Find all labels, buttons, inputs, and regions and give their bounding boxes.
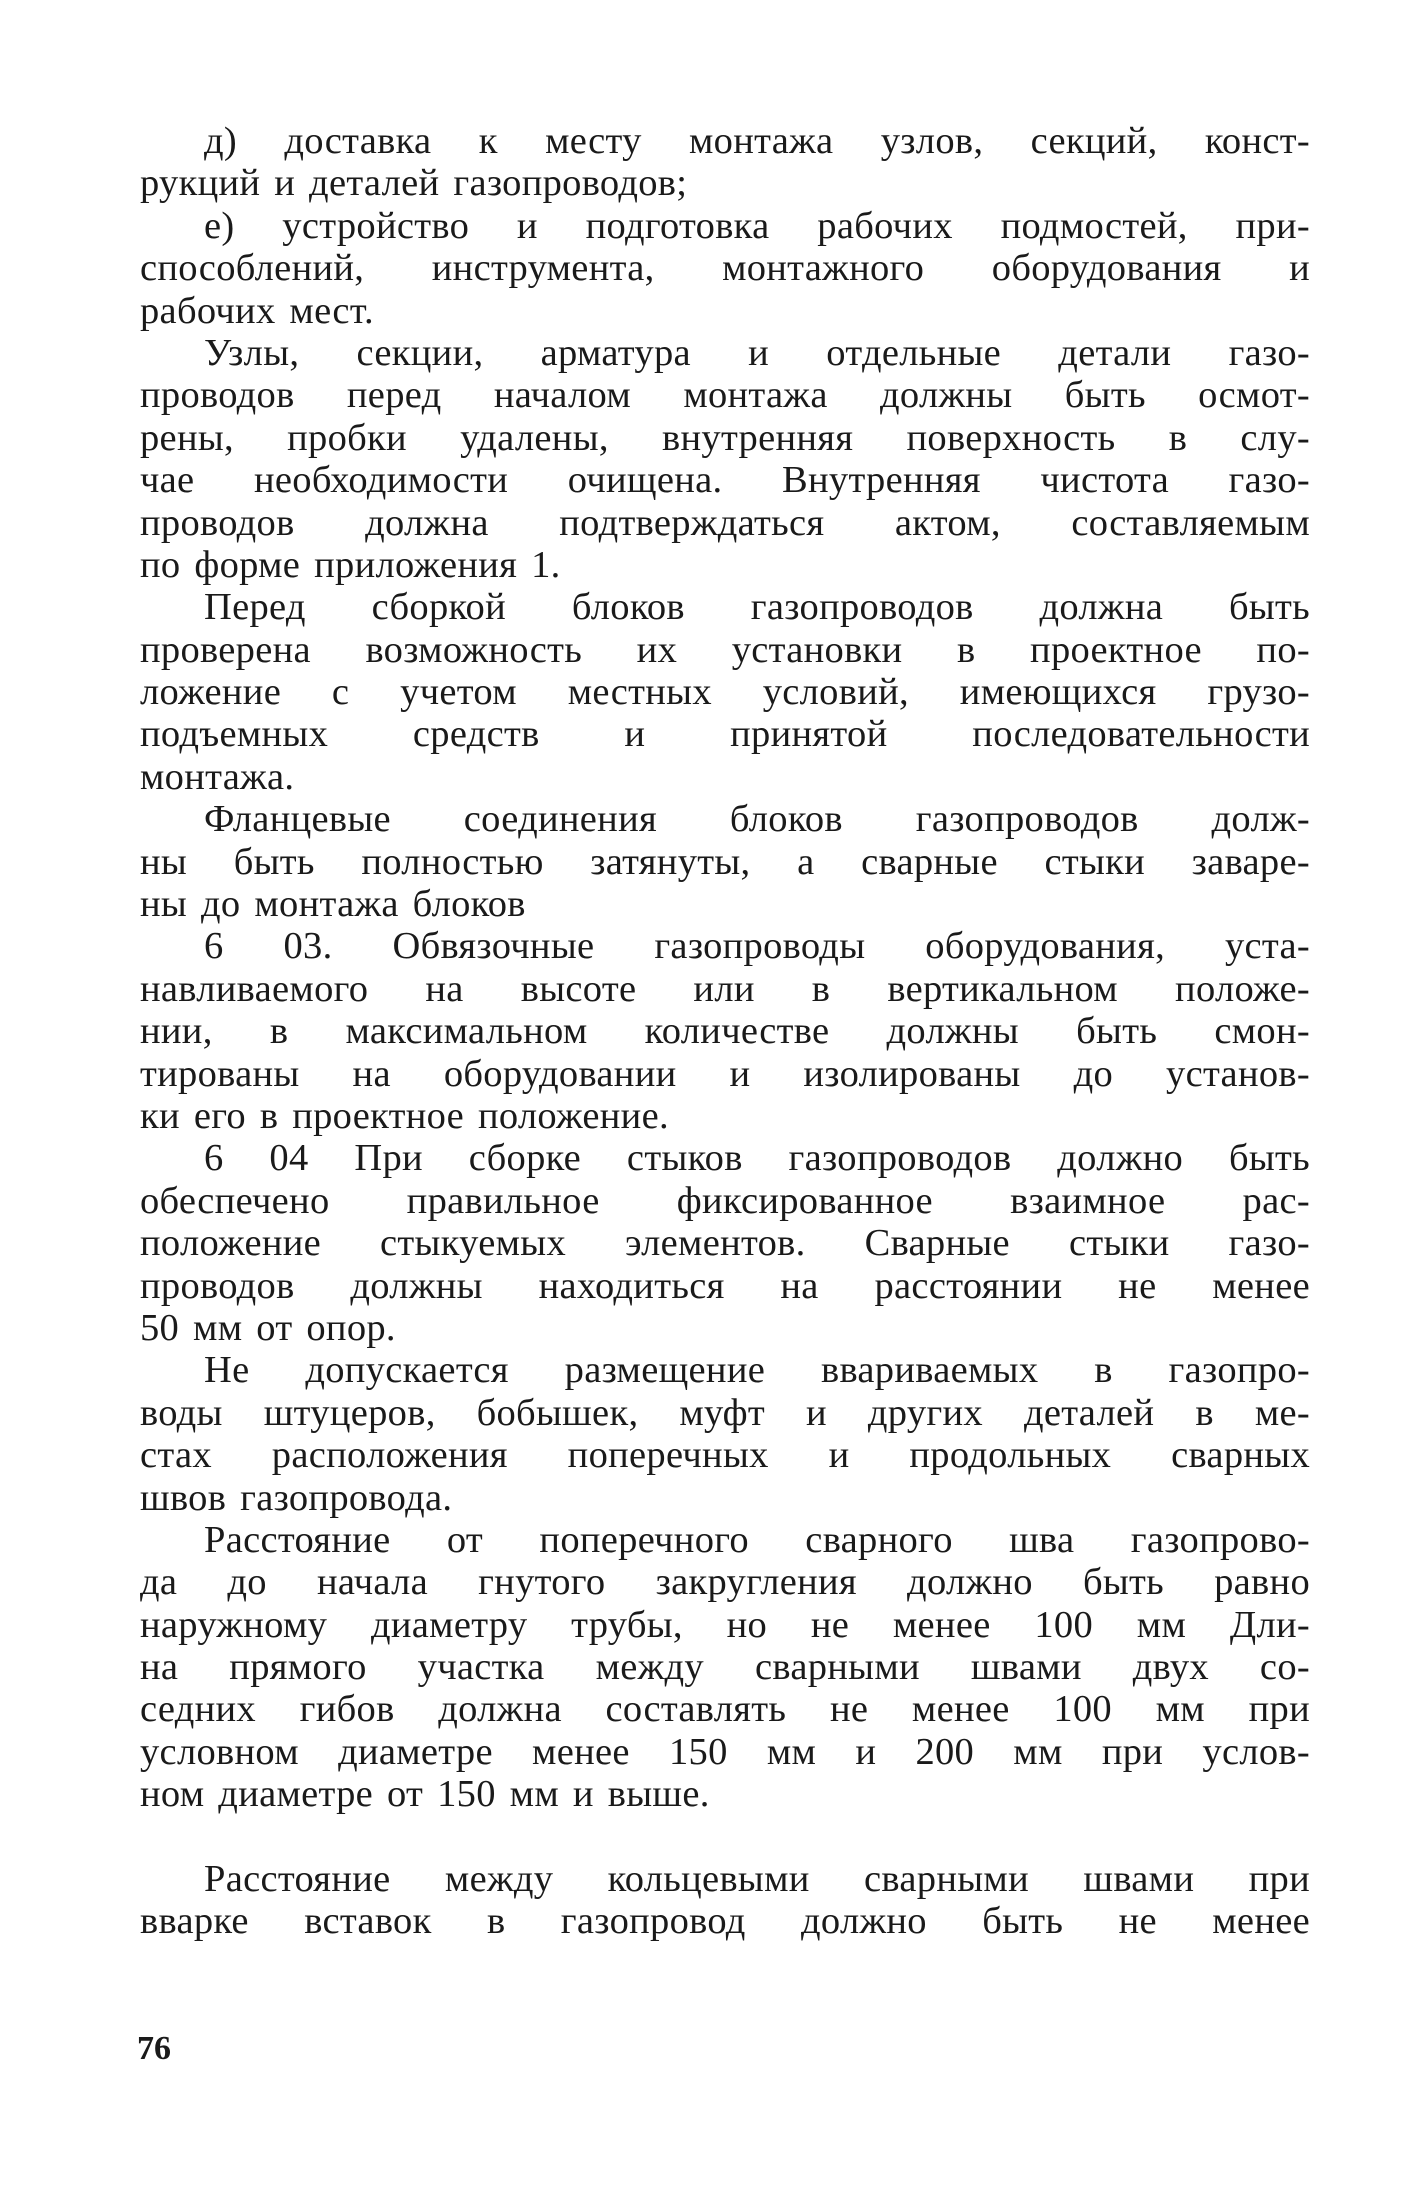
paragraph-gap — [140, 1816, 1310, 1858]
text-line: воды штуцеров, бобышек, муфт и других деталей в ме- — [140, 1391, 1310, 1434]
page-number: 76 — [137, 2030, 171, 2067]
text-line: Перед сборкой блоков газопроводов должна быть — [204, 586, 1310, 629]
body-text — [140, 120, 1310, 1943]
text-line: нии, в максимальном количестве должны быть смон- — [140, 1010, 1310, 1053]
text-line: Расстояние от поперечного сварного шва газопрово- — [204, 1518, 1310, 1561]
text-line: Не допускается размещение ввариваемых в газопро- — [204, 1349, 1310, 1392]
text-line: условном диаметре менее 150 мм и 200 мм при услов- — [140, 1730, 1310, 1773]
text-line: 6 04 При сборке стыков газопроводов должно быть — [204, 1137, 1310, 1180]
text-line: ны быть полностью затянуты, а сварные стыки заваре- — [140, 840, 1310, 883]
text-line: ложение с учетом местных условий, имеющихся грузо- — [140, 671, 1310, 714]
text-line: подъемных средств и принятой последовательности — [140, 713, 1310, 756]
text-line: рабочих мест. — [140, 289, 374, 332]
text-line: Узлы, секции, арматура и отдельные детали газо- — [204, 331, 1310, 374]
text-line: рукций и деталей газопроводов; — [140, 162, 688, 205]
text-line: проводов должны находиться на расстоянии не менее — [140, 1264, 1310, 1307]
text-line: Фланцевые соединения блоков газопроводов долж- — [204, 798, 1310, 841]
text-line: проверена возможность их установки в проектное по- — [140, 628, 1310, 671]
text-line: по форме приложения 1. — [140, 543, 561, 586]
text-line: Расстояние между кольцевыми сварными швами при — [204, 1858, 1310, 1901]
text-line: тированы на оборудовании и изолированы до установ- — [140, 1052, 1310, 1095]
text-line: ки его в проектное положение. — [140, 1094, 669, 1137]
text-line: вварке вставок в газопровод должно быть не менее — [140, 1900, 1310, 1943]
text-line: 6 03. Обвязочные газопроводы оборудования, уста- — [204, 925, 1310, 968]
text-line: проводов должна подтверждаться актом, составляемым — [140, 501, 1310, 544]
text-line: рены, пробки удалены, внутренняя поверхность в слу- — [140, 416, 1310, 459]
text-line: на прямого участка между сварными швами двух со- — [140, 1646, 1310, 1689]
text-line: навливаемого на высоте или в вертикальном положе- — [140, 967, 1310, 1010]
text-line: проводов перед началом монтажа должны быть осмот- — [140, 374, 1310, 417]
text-line: швов газопровода. — [140, 1476, 453, 1519]
text-line: е) устройство и подготовка рабочих подмостей, при- — [204, 204, 1310, 247]
text-line: монтажа. — [140, 755, 295, 798]
text-line: обеспечено правильное фиксированное взаимное рас- — [140, 1179, 1310, 1222]
text-line: способлений, инструмента, монтажного оборудования и — [140, 247, 1310, 290]
text-line: д) доставка к месту монтажа узлов, секций, конст- — [204, 120, 1310, 162]
text-line: ном диаметре от 150 мм и выше. — [140, 1773, 710, 1816]
text-line: чае необходимости очищена. Внутренняя чистота газо- — [140, 459, 1310, 502]
text-line: 50 мм от опор. — [140, 1306, 396, 1349]
text-line: стах расположения поперечных и продольных сварных — [140, 1434, 1310, 1477]
text-line: да до начала гнутого закругления должно быть равно — [140, 1561, 1310, 1604]
text-line: ны до монтажа блоков — [140, 883, 526, 926]
text-line: седних гибов должна составлять не менее 100 мм при — [140, 1688, 1310, 1731]
text-line: положение стыкуемых элементов. Сварные стыки газо- — [140, 1222, 1310, 1265]
text-line: наружному диаметру трубы, но не менее 100 мм Дли- — [140, 1603, 1310, 1646]
